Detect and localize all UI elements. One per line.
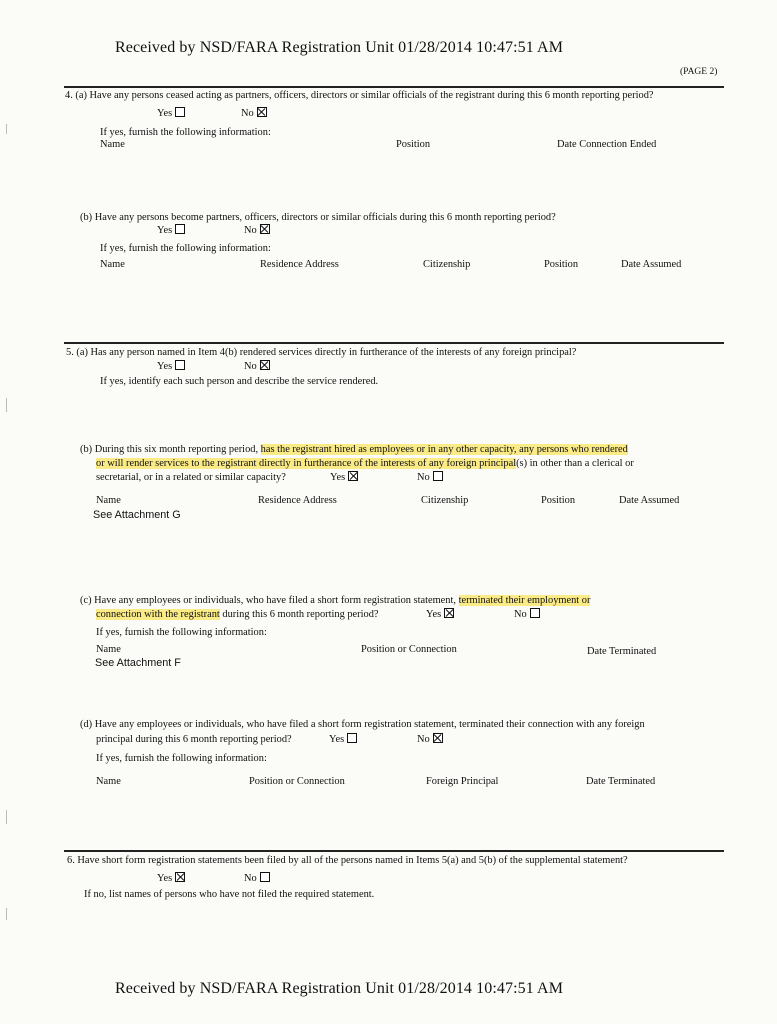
section-divider — [64, 342, 724, 344]
section-divider — [64, 86, 724, 88]
q4b-yes-option: Yes — [157, 224, 185, 238]
q6-yes-option: Yes — [157, 872, 185, 886]
q5a-yes-option: Yes — [157, 360, 185, 374]
q4a-no-checkbox[interactable] — [257, 107, 267, 117]
q5d-no-option: No — [417, 733, 443, 747]
q4b-col-residence: Residence Address — [260, 259, 339, 270]
page-number: (PAGE 2) — [680, 67, 718, 77]
q5b-col-name: Name — [96, 495, 121, 506]
q5d-col-name: Name — [96, 776, 121, 787]
q5a-no-option: No — [244, 360, 270, 374]
section-divider — [64, 850, 724, 852]
question-4a: 4. (a) Have any persons ceased acting as partners, officers, directors or similar officials of the registrant during this 6 month reporting period? — [65, 90, 654, 101]
q6-yes-checkbox[interactable] — [175, 872, 185, 882]
q4a-no-option: No — [241, 107, 267, 121]
question-5a: 5. (a) Has any person named in Item 4(b) rendered services directly in furtherance of the interests of any foreign principal? — [66, 347, 577, 358]
scan-mark — [6, 810, 7, 824]
q4b-col-position: Position — [544, 259, 579, 270]
q4b-if-yes-text: If yes, furnish the following information: — [100, 243, 271, 254]
question-5b-line2: or will render services to the registrant directly in furtherance of the interests of any foreign principal(s) in other than a clerical or — [96, 458, 634, 469]
q5d-yes-option: Yes — [329, 733, 357, 747]
scan-mark — [6, 398, 7, 412]
q4b-yes-checkbox[interactable] — [175, 224, 185, 234]
q5c-col-name: Name — [96, 644, 121, 655]
q5b-entry: See Attachment G — [93, 509, 181, 521]
q5d-if-yes-text: If yes, furnish the following information: — [96, 753, 267, 764]
q5c-yes-checkbox[interactable] — [444, 608, 454, 618]
q5b-col-date-assumed: Date Assumed — [619, 495, 680, 506]
q5b-yes-checkbox[interactable] — [348, 471, 358, 481]
question-5b-line3: secretarial, or in a related or similar capacity? — [96, 472, 286, 483]
q6-no-option: No — [244, 872, 270, 886]
q5d-yes-checkbox[interactable] — [347, 733, 357, 743]
q4b-no-checkbox[interactable] — [260, 224, 270, 234]
q4b-col-citizenship: Citizenship — [423, 259, 471, 270]
q5b-col-position: Position — [541, 495, 576, 506]
q4a-yes-option: Yes — [157, 107, 185, 121]
question-4b: (b) Have any persons become partners, officers, directors or similar officials during this 6 month reporting period? — [80, 212, 556, 223]
q5d-no-checkbox[interactable] — [433, 733, 443, 743]
q5b-col-citizenship: Citizenship — [421, 495, 469, 506]
q5c-col-position-connection: Position or Connection — [361, 644, 457, 655]
q4a-yes-checkbox[interactable] — [175, 107, 185, 117]
q4b-col-name: Name — [100, 259, 125, 270]
q5d-col-date-terminated: Date Terminated — [586, 776, 656, 787]
q5c-no-checkbox[interactable] — [530, 608, 540, 618]
header-received-stamp: Received by NSD/FARA Registration Unit 01/28/2014 10:47:51 AM — [115, 39, 564, 56]
q5b-no-option: No — [417, 471, 443, 485]
question-5b-line1: (b) During this six month reporting period, has the registrant hired as employees or in any other capacity, any persons who rendered — [80, 444, 628, 455]
q5b-yes-option: Yes — [330, 471, 358, 485]
q5b-col-residence: Residence Address — [258, 495, 337, 506]
q5d-col-foreign-principal: Foreign Principal — [426, 776, 499, 787]
scan-mark — [6, 124, 7, 134]
q4a-if-yes-text: If yes, furnish the following information: — [100, 127, 271, 138]
q5c-highlight-2: connection with the registrant — [96, 609, 220, 620]
q5c-col-date-terminated: Date Terminated — [587, 646, 657, 657]
q5b-highlight-1: has the registrant hired as employees or in any other capacity, any persons who rendered — [260, 444, 628, 455]
q5c-if-yes-text: If yes, furnish the following information: — [96, 627, 267, 638]
q5b-no-checkbox[interactable] — [433, 471, 443, 481]
q6-no-checkbox[interactable] — [260, 872, 270, 882]
q5d-col-position-connection: Position or Connection — [249, 776, 345, 787]
question-5c-line1: (c) Have any employees or individuals, who have filed a short form registration statement, terminated their employment or — [80, 595, 591, 606]
q4a-col-position: Position — [396, 139, 431, 150]
q4a-col-date-ended: Date Connection Ended — [557, 139, 657, 150]
q5c-highlight-1: terminated their employment or — [458, 595, 591, 606]
q5c-no-option: No — [514, 608, 540, 622]
q4b-col-date-assumed: Date Assumed — [621, 259, 682, 270]
footer-received-stamp: Received by NSD/FARA Registration Unit 01/28/2014 10:47:51 AM — [115, 980, 564, 997]
q5a-yes-checkbox[interactable] — [175, 360, 185, 370]
q5c-entry: See Attachment F — [95, 657, 181, 669]
scan-mark — [6, 908, 7, 920]
q5a-if-yes-text: If yes, identify each such person and describe the service rendered. — [100, 376, 379, 387]
q5a-no-checkbox[interactable] — [260, 360, 270, 370]
question-5d-line1: (d) Have any employees or individuals, who have filed a short form registration statement, terminated their connection with any foreign — [80, 719, 645, 730]
question-5c-line2: connection with the registrant during this 6 month reporting period? — [96, 609, 379, 620]
q6-if-no-text: If no, list names of persons who have not filed the required statement. — [84, 889, 375, 900]
q4a-col-name: Name — [100, 139, 125, 150]
q5b-highlight-2: or will render services to the registrant directly in furtherance of the interests of any foreign principal — [96, 458, 517, 469]
q5c-yes-option: Yes — [426, 608, 454, 622]
question-6: 6. Have short form registration statements been filed by all of the persons named in Items 5(a) and 5(b) of the supplemental statement? — [67, 855, 628, 866]
q4b-no-option: No — [244, 224, 270, 238]
question-5d-line2: principal during this 6 month reporting period? — [96, 734, 292, 745]
